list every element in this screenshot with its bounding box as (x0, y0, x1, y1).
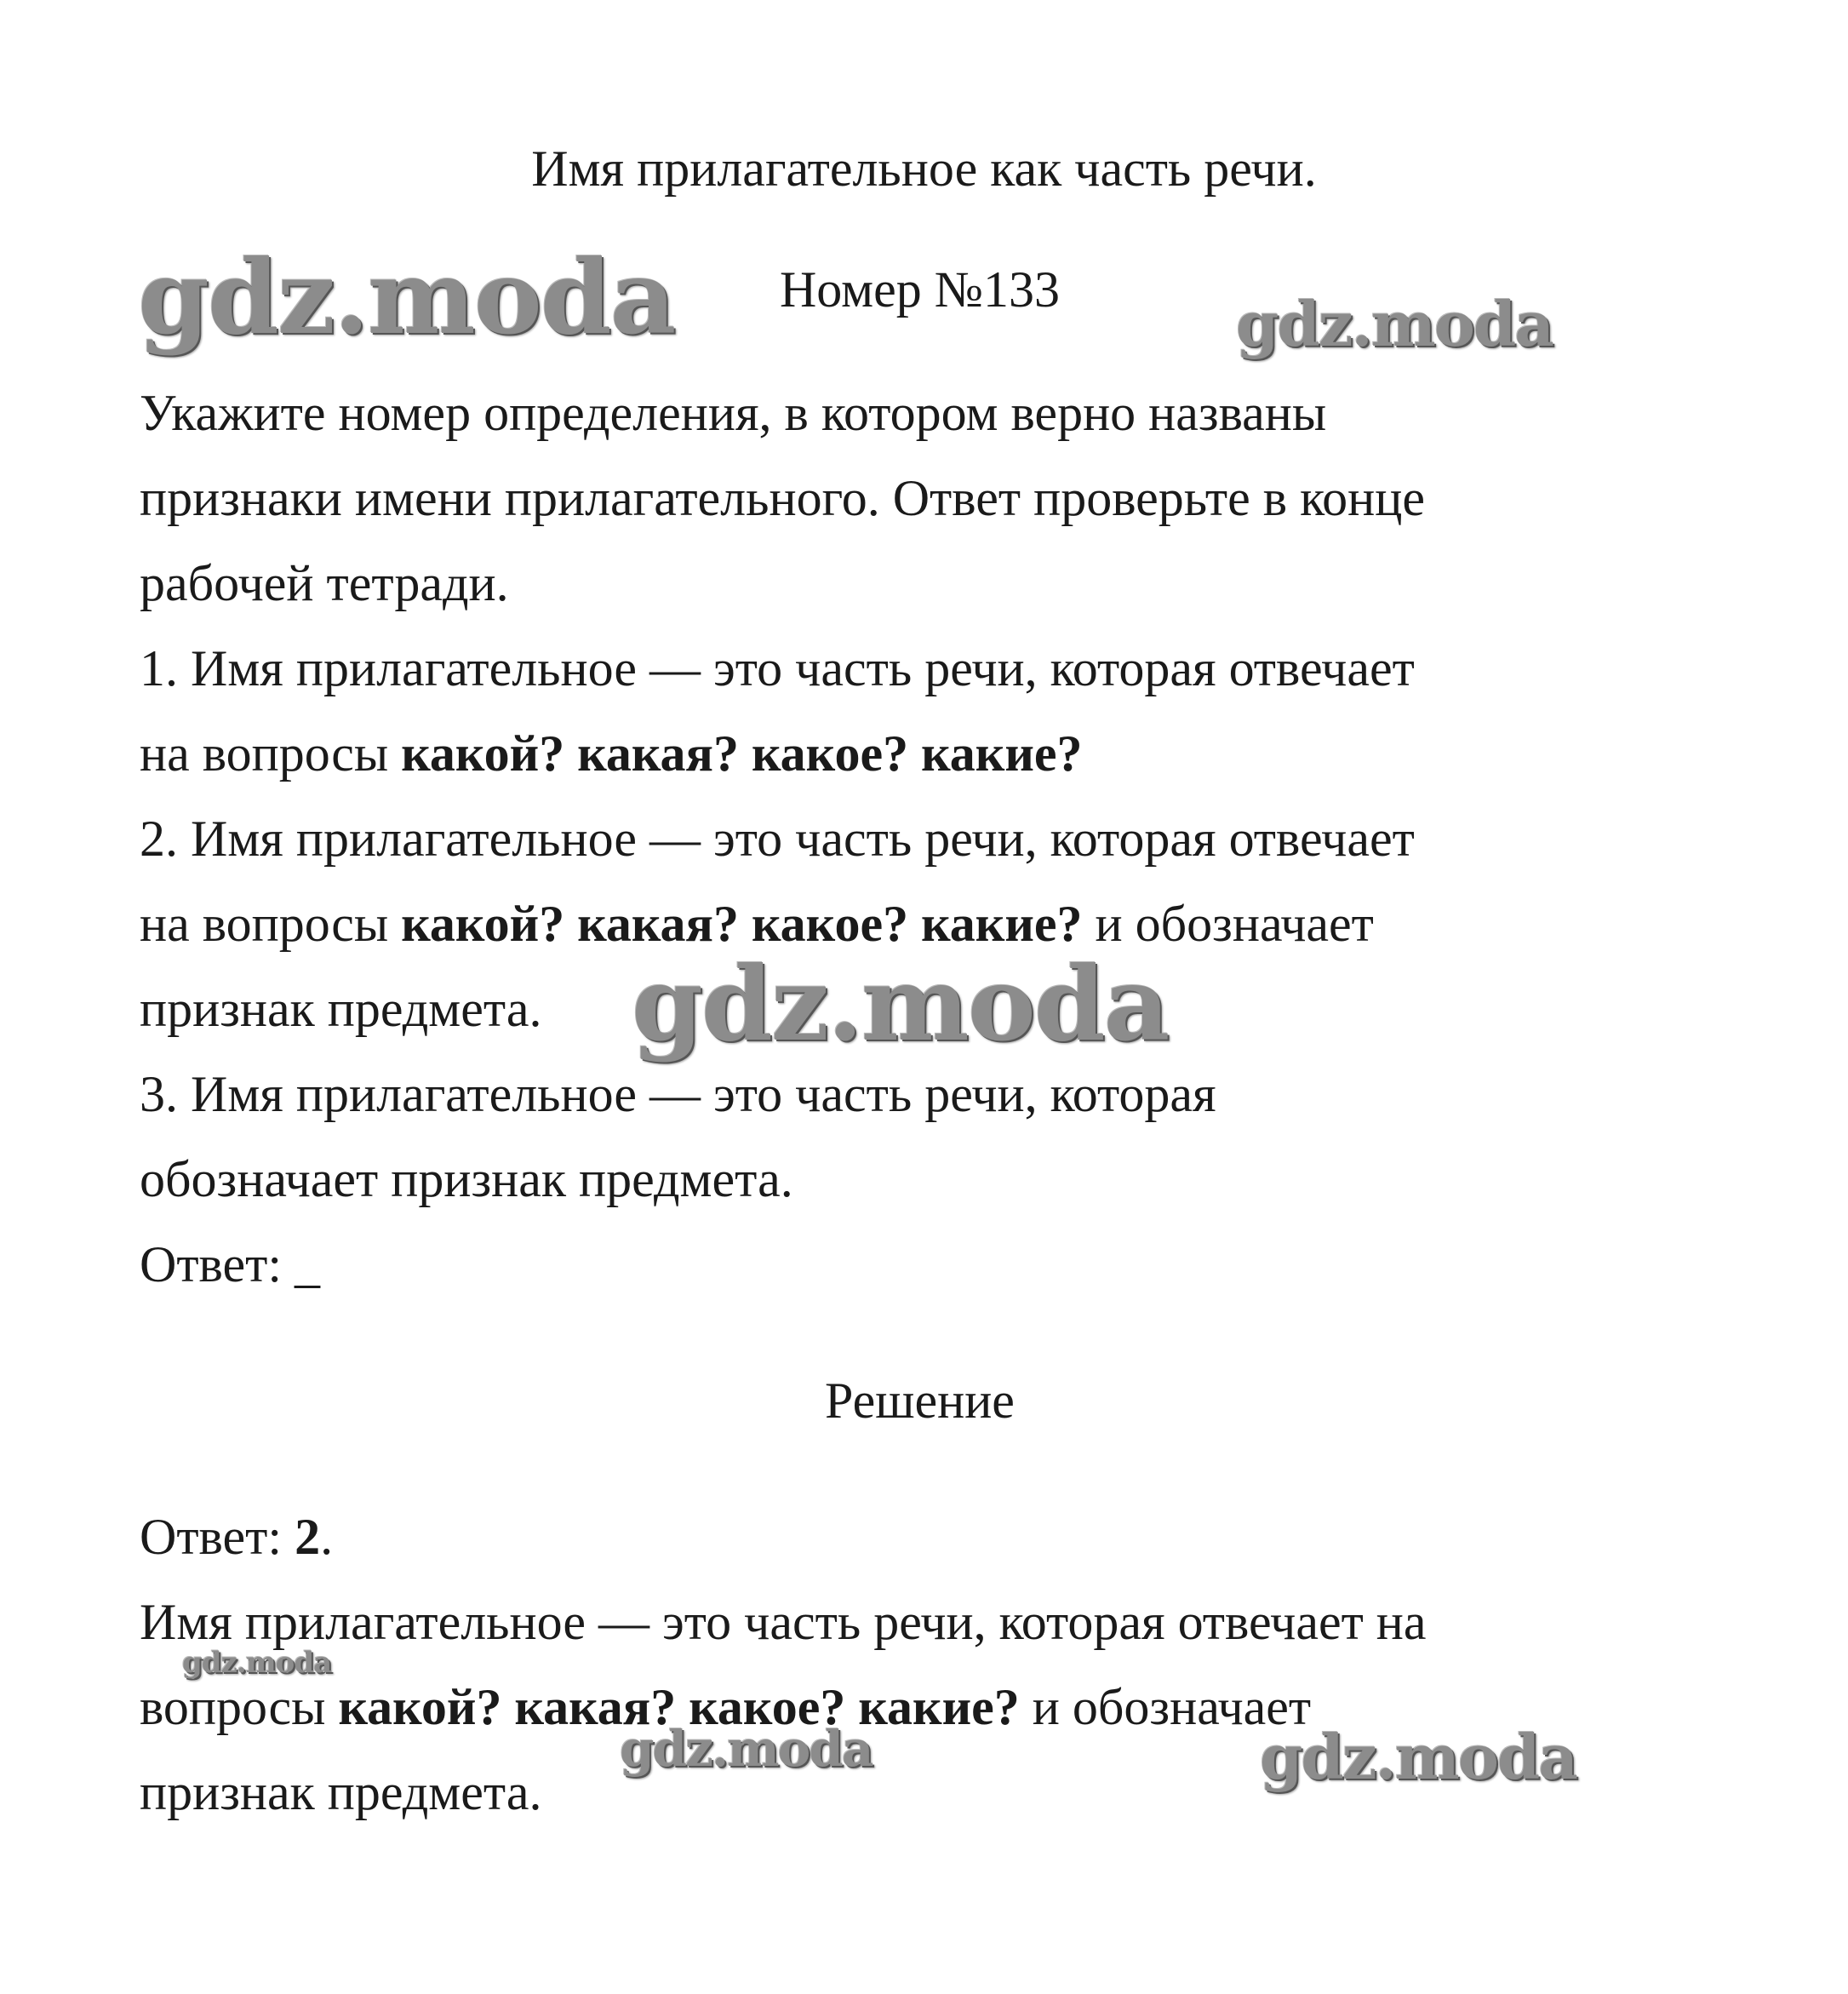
watermark-logo: gdz.moda (632, 944, 1169, 1064)
solution-suffix: и обозначает (1019, 1679, 1312, 1735)
option-2-prefix: на вопросы (140, 896, 402, 952)
option-2-suffix: и обозначает (1082, 896, 1374, 952)
solution-answer-prefix: Ответ: (140, 1509, 295, 1565)
option-2-line-3: признак предмета. (140, 981, 542, 1037)
watermark-logo: gdz.moda (1260, 1721, 1576, 1793)
option-3-line-2: обозначает признак предмета. (140, 1151, 793, 1207)
answer-blank: Ответ: _ (140, 1236, 321, 1292)
task-text-line-3: рабочей тетради. (140, 555, 509, 611)
watermark-logo: gdz.moda (620, 1720, 873, 1778)
watermark-logo: gdz.moda (1236, 288, 1553, 360)
solution-line-1: Имя прилагательное — это часть речи, которая отвечает на (140, 1594, 1427, 1650)
page-title: Имя прилагательное как часть речи. (531, 140, 1317, 197)
solution-answer (140, 1509, 334, 1565)
task-text-line-1: Укажите номер определения, в котором верно названы (140, 385, 1327, 441)
solution-answer-value: 2 (295, 1509, 321, 1565)
solution-line-3: признак предмета. (140, 1764, 542, 1820)
option-2-questions: какой? какая? какое? какие? (401, 896, 1083, 952)
option-1-line-2 (140, 725, 1083, 782)
solution-answer-suffix: . (320, 1509, 334, 1565)
task-number: Номер №133 (779, 261, 1061, 318)
option-1-line-1: 1. Имя прилагательное — это часть речи, которая отвечает (140, 640, 1415, 696)
watermark-logo: gdz.moda (138, 238, 675, 358)
task-text-line-2: признаки имени прилагательного. Ответ проверьте в конце (140, 470, 1426, 526)
option-2-line-1: 2. Имя прилагательное — это часть речи, которая отвечает (140, 811, 1415, 867)
solution-prefix: вопросы (140, 1679, 339, 1735)
option-3-line-1: 3. Имя прилагательное — это часть речи, которая (140, 1066, 1216, 1122)
option-1-questions: какой? какая? какое? какие? (401, 725, 1083, 782)
option-2-line-2 (140, 896, 1374, 952)
solution-questions: какой? какая? какое? какие? (338, 1679, 1020, 1735)
watermark-logo: gdz.moda (182, 1646, 332, 1680)
option-1-prefix: на вопросы (140, 725, 402, 782)
solution-heading: Решение (825, 1372, 1015, 1429)
